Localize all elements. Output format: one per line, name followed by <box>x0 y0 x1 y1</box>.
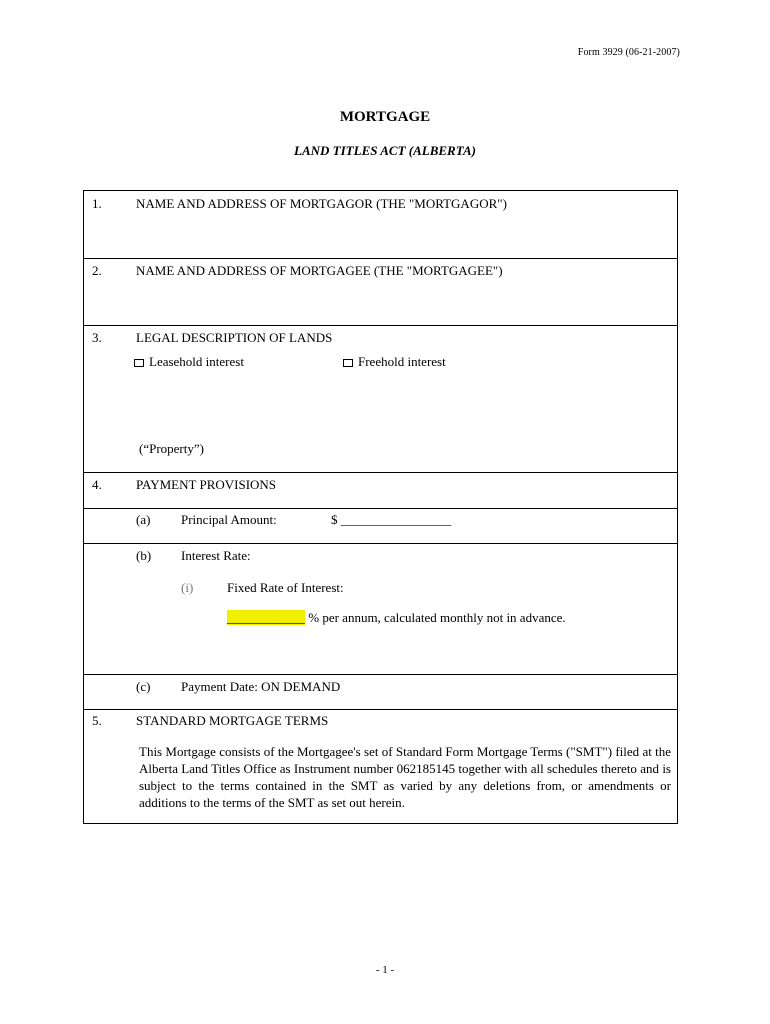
document-title: MORTGAGE <box>339 109 431 125</box>
interest-rate-label: Interest Rate: <box>181 548 251 563</box>
section-4-number: 4. <box>92 477 102 492</box>
section-2-heading: NAME AND ADDRESS OF MORTGAGEE (THE "MORTGAGEE") <box>136 263 503 278</box>
freehold-checkbox[interactable] <box>343 359 353 367</box>
leasehold-label: Leasehold interest <box>149 354 244 369</box>
leasehold-checkbox[interactable] <box>134 359 144 367</box>
rate-line <box>227 610 566 626</box>
payment-date-label: Payment Date: ON DEMAND <box>181 679 341 694</box>
form-number: Form 3929 (06-21-2007) <box>577 47 680 58</box>
section-1-heading: NAME AND ADDRESS OF MORTGAGOR (THE "MORTGAGOR") <box>136 196 507 211</box>
section-3-number: 3. <box>92 330 102 345</box>
principal-amount-label: Principal Amount: <box>181 512 277 527</box>
divider <box>84 258 677 259</box>
divider <box>84 709 677 710</box>
page-number: - 1 - <box>375 964 395 976</box>
divider <box>84 543 677 544</box>
rate-input-field[interactable]: ____________ <box>227 610 305 625</box>
divider <box>84 325 677 326</box>
divider <box>84 472 677 473</box>
section-5-number: 5. <box>92 713 102 728</box>
item-a-letter: (a) <box>136 512 151 527</box>
section-3-heading: LEGAL DESCRIPTION OF LANDS <box>136 330 333 345</box>
freehold-option[interactable] <box>343 354 446 370</box>
property-label: (“Property”) <box>139 441 204 456</box>
standard-terms-paragraph: This Mortgage consists of the Mortgagee's set of Standard Form Mortgage Terms ("SMT") filed at the Alberta Land Titles Office as Instrument number 062185145 together with all schedules thereto and is subject to the terms contained in the SMT as varied by any deletions from, or amendments or additions to the terms of the SMT as set out herein. <box>139 744 671 810</box>
fixed-rate-label: Fixed Rate of Interest: <box>227 580 344 595</box>
section-2-number: 2. <box>92 263 102 278</box>
item-c-letter: (c) <box>136 679 151 694</box>
item-b-letter: (b) <box>136 548 152 563</box>
subitem-i-label: (i) <box>181 580 194 595</box>
section-1-number: 1. <box>92 196 102 211</box>
principal-amount-field[interactable]: $ _________________ <box>331 512 452 527</box>
section-4-heading: PAYMENT PROVISIONS <box>136 477 277 492</box>
mortgage-form-table <box>83 190 678 824</box>
freehold-label: Freehold interest <box>358 354 446 369</box>
section-5-heading: STANDARD MORTGAGE TERMS <box>136 713 329 728</box>
rate-suffix: % per annum, calculated monthly not in advance. <box>305 610 566 625</box>
leasehold-option[interactable] <box>134 354 244 370</box>
divider <box>84 508 677 509</box>
document-subtitle: LAND TITLES ACT (ALBERTA) <box>294 143 476 158</box>
divider <box>84 674 677 675</box>
